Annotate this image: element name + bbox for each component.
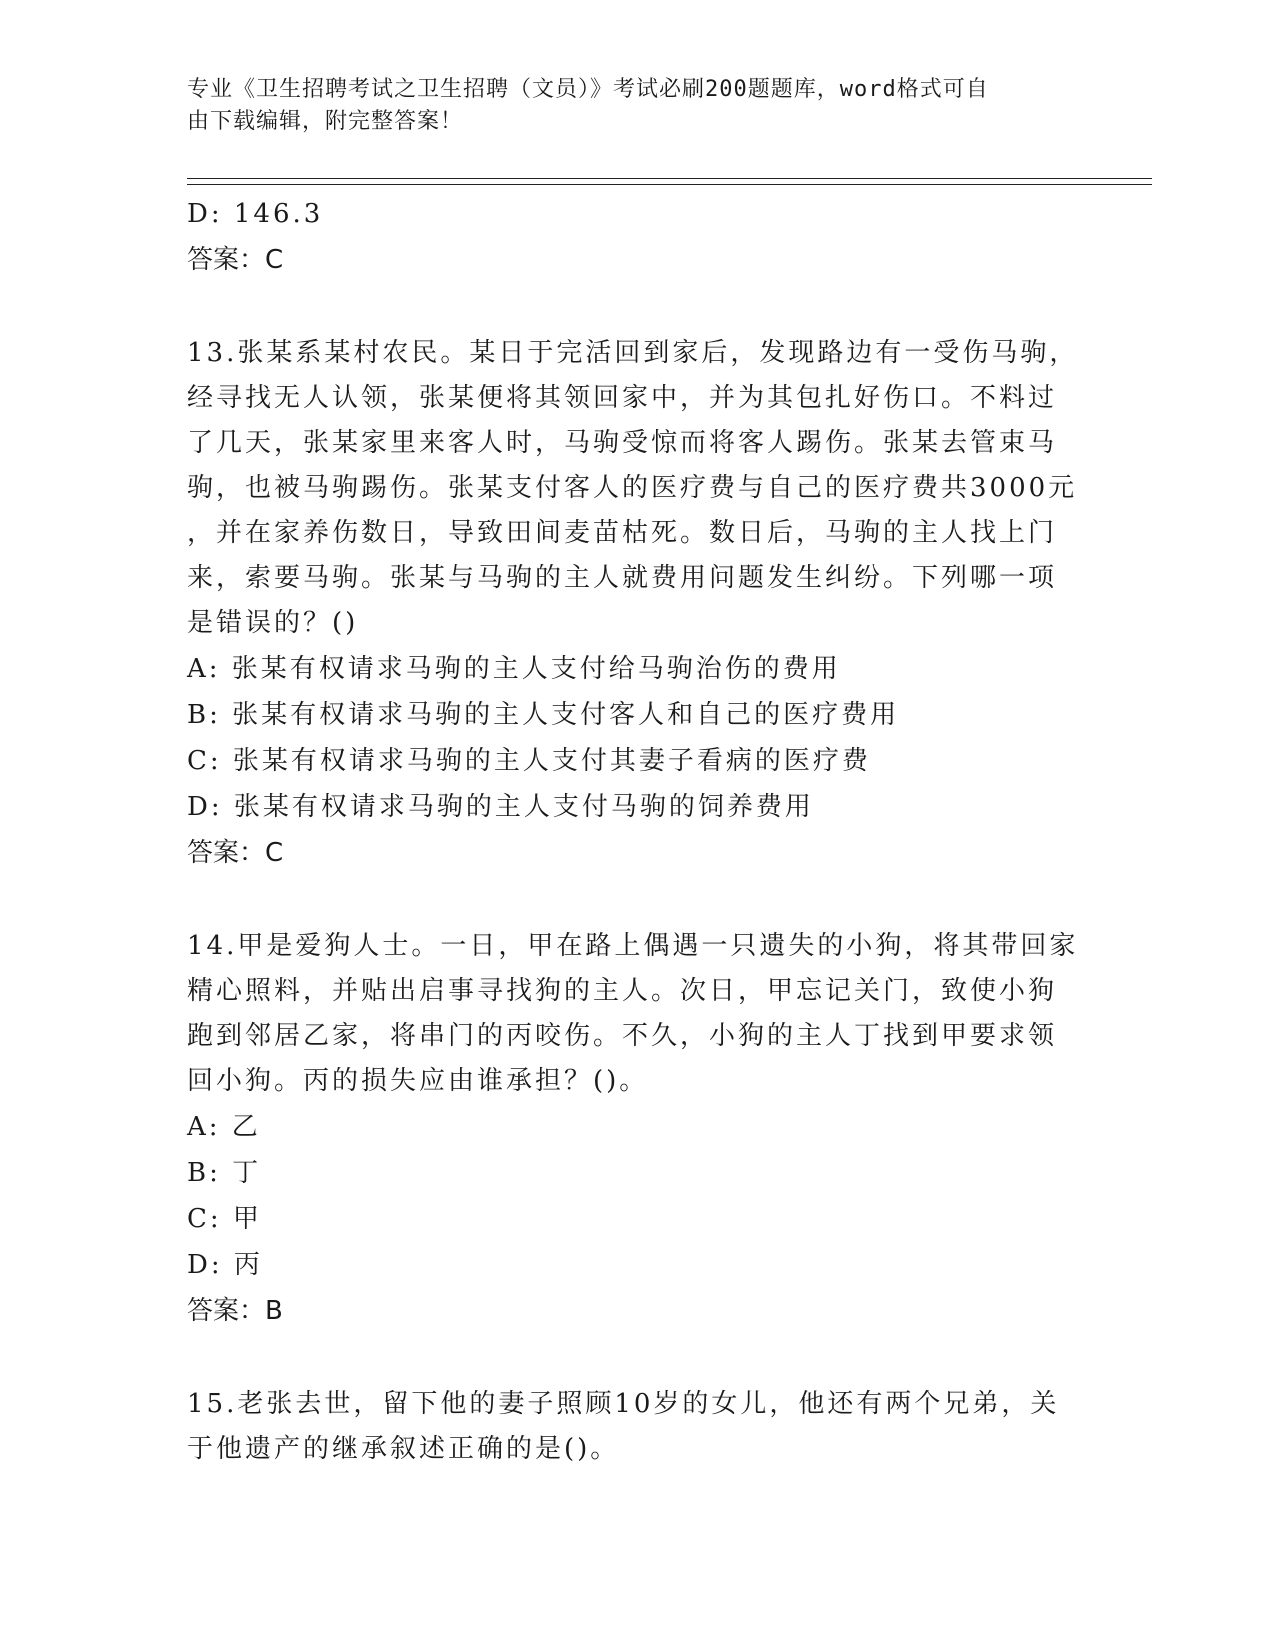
question-13-option-c: C: 张某有权请求马驹的主人支付其妻子看病的医疗费 <box>187 746 871 776</box>
question-15 <box>187 1382 1087 1472</box>
question-13 <box>187 331 1087 876</box>
question-13-stem-line: 13.张某系某村农民。某日于完活回到家后，发现路边有一受伤马驹， <box>187 338 1079 368</box>
question-15-stem-line: 于他遗产的继承叙述正确的是()。 <box>187 1434 620 1464</box>
question-13-option-d: D: 张某有权请求马驹的主人支付马驹的饲养费用 <box>187 792 814 822</box>
spacer <box>187 283 1087 331</box>
question-13-stem-line: ，并在家养伤数日，导致田间麦苗枯死。数日后，马驹的主人找上门 <box>187 518 1058 548</box>
spacer <box>187 1334 1087 1382</box>
page-header <box>187 74 1067 138</box>
question-13-option-b: B: 张某有权请求马驹的主人支付客人和自己的医疗费用 <box>187 700 900 730</box>
header-divider <box>187 178 1152 185</box>
question-14-option-a: A: 乙 <box>187 1112 261 1142</box>
spacer <box>187 876 1087 924</box>
question-13-stem-line: 是错误的？() <box>187 608 359 638</box>
header-line-2: 由下载编辑，附完整答案！ <box>187 109 464 134</box>
question-13-stem-line: 经寻找无人认领，张某便将其领回家中，并为其包扎好伤口。不料过 <box>187 383 1058 413</box>
question-15-stem-line: 15.老张去世，留下他的妻子照顾10岁的女儿，他还有两个兄弟，关 <box>187 1389 1060 1419</box>
question-13-option-a: A: 张某有权请求马驹的主人支付给马驹治伤的费用 <box>187 654 841 684</box>
question-13-stem-line: 了几天，张某家里来客人时，马驹受惊而将客人踢伤。张某去管束马 <box>187 428 1058 458</box>
header-line-1: 专业《卫生招聘考试之卫生招聘（文员）》考试必刷200题题库，word格式可自 <box>187 77 989 102</box>
question-13-stem-line: 来，索要马驹。张某与马驹的主人就费用问题发生纠纷。下列哪一项 <box>187 563 1058 593</box>
question-14-stem-line: 跑到邻居乙家，将串门的丙咬伤。不久，小狗的主人丁找到甲要求领 <box>187 1021 1058 1051</box>
question-14-option-d: D: 丙 <box>187 1250 263 1280</box>
question-14 <box>187 924 1087 1334</box>
question-13-answer: 答案：C <box>187 838 284 868</box>
prev-option-d: D: 146.3 <box>187 199 324 229</box>
prev-answer: 答案：C <box>187 245 284 275</box>
question-13-stem-line: 驹，也被马驹踢伤。张某支付客人的医疗费与自己的医疗费共3000元 <box>187 473 1078 503</box>
question-14-stem-line: 精心照料，并贴出启事寻找狗的主人。次日，甲忘记关门，致使小狗 <box>187 976 1058 1006</box>
question-14-option-b: B: 丁 <box>187 1158 262 1188</box>
question-14-option-c: C: 甲 <box>187 1204 262 1234</box>
question-14-stem-line: 回小狗。丙的损失应由谁承担？()。 <box>187 1066 649 1096</box>
question-content <box>187 191 1087 1472</box>
question-14-stem-line: 14.甲是爱狗人士。一日，甲在路上偶遇一只遗失的小狗，将其带回家 <box>187 931 1079 961</box>
question-14-answer: 答案：B <box>187 1296 283 1326</box>
